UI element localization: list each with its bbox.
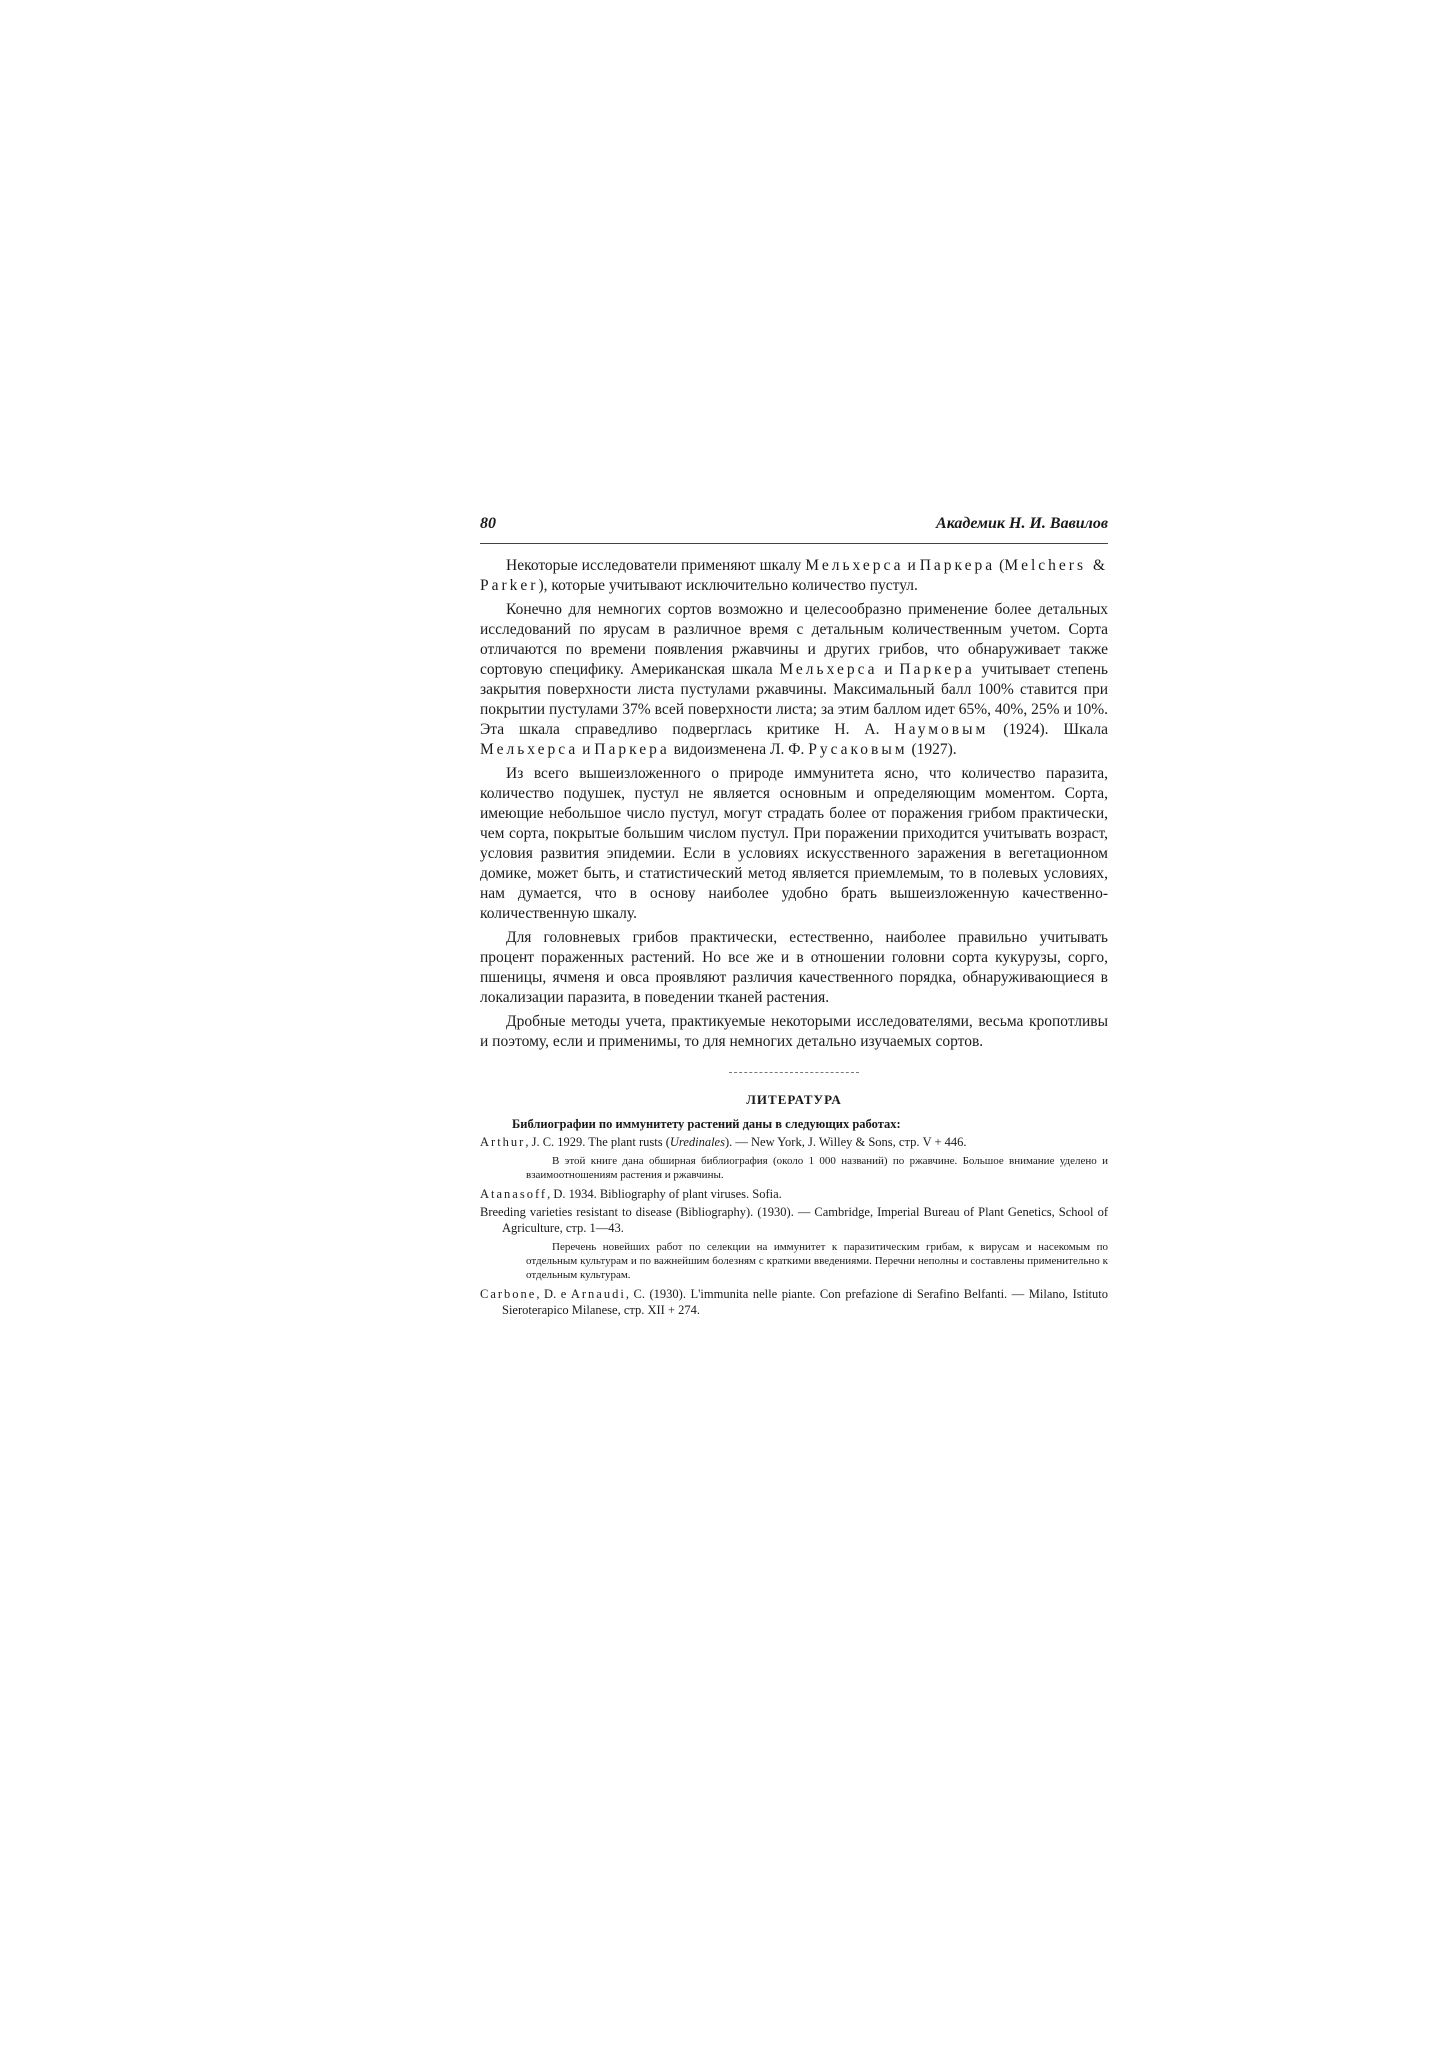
header-rule <box>480 543 1108 544</box>
reference-note: Перечень новейших работ по селекции на иммунитет к паразитическим грибам, к вирусам и насекомым по отдельным культурам и по важнейшим болезням с краткими введениями. Перечни неполны и составлены применительно к отдельным культурам. <box>526 1241 1108 1281</box>
page-number: 80 <box>480 515 496 532</box>
running-title: Академик Н. И. Вавилов <box>936 515 1108 532</box>
paragraph-1: Некоторые исследователи применяют шкалу Мельхерса и Паркера (Melchers & Parker), которые учитывают исключительно количество пустул. <box>480 557 1108 594</box>
reference-atanasoff: Atanasoff, D. 1934. Bibliography of plant viruses. Sofia. <box>480 1187 782 1201</box>
reference-breeding: Breeding varieties resistant to disease (Bibliography). (1930). — Cambridge, Imperial Bureau of Plant Genetics, School of Agriculture, стр. 1—43. <box>480 1205 1108 1235</box>
paragraph-3: Из всего вышеизложенного о природе иммунитета ясно, что количество паразита, количество подушек, пустул не является основным и определяющим моментом. Сорта, имеющие небольшое число пустул, могут страдать более от поражения грибом практически, чем сорта, покрытые большим числом пустул. При поражении приходится учитывать возраст, условия развития эпидемии. Если в условиях искусственного заражения в вегетационном домике, может быть, и статистический метод является приемлемым, то в полевых условиях, нам думается, что в основу наиболее удобно брать вышеизложенную качественно-количественную шкалу. <box>480 765 1108 922</box>
running-header <box>480 515 1108 541</box>
paragraph-2: Конечно для немногих сортов возможно и целесообразно применение более детальных исследований по ярусам в различное время с детальным количественным учетом. Сорта отличаются по времени появления ржавчины и других грибов, что обнаруживает также сортовую специфику. Американская шкала Мельхерса и Паркера учитывает степень закрытия поверхности листа пустулами ржавчины. Максимальный балл 100% ставится при покрытии пустулами 37% всей поверхности листа; за этим баллом идет 65%, 40%, 25% и 10%. Эта шкала справедливо подверглась критике Н. А. Наумовым (1924). Шкала Мельхерса и Паркера видоизменена Л. Ф. Русаковым (1927). <box>480 601 1109 758</box>
reference-note: В этой книге дана обширная библиография (около 1 000 названий) по ржавчине. Большое внимание уделено и взаимоотношениям растения и ржавчины. <box>526 1155 1108 1181</box>
paragraph-5: Дробные методы учета, практикуемые некоторыми исследователями, весьма кропотливы и поэтому, если и применимы, то для немногих детально изучаемых сортов. <box>480 1013 1108 1050</box>
literature-intro: Библиографии по иммунитету растений даны в следующих работах: <box>512 1117 901 1131</box>
reference-arthur: Arthur, J. C. 1929. The plant rusts (Uredinales). — New York, J. Willey & Sons, стр. V + 446. <box>480 1135 967 1149</box>
reference-carbone: Carbone, D. e Arnaudi, C. (1930). L'immunita nelle piante. Con prefazione di Serafino Belfanti. — Milano, Istituto Sieroterapico Milanese, стр. XII + 274. <box>480 1287 1108 1317</box>
paragraph-4: Для головневых грибов практически, естественно, наиболее правильно учитывать процент пораженных растений. Но все же и в отношении головни сорта кукурузы, сорго, пшеницы, ячменя и овса проявляют различия качественного порядка, обнаруживающиеся в локализации паразита, в поведении тканей растения. <box>480 929 1108 1006</box>
literature-title: ЛИТЕРАТУРА <box>746 1092 842 1107</box>
section-separator <box>480 1060 1108 1078</box>
book-page <box>480 515 1108 1320</box>
